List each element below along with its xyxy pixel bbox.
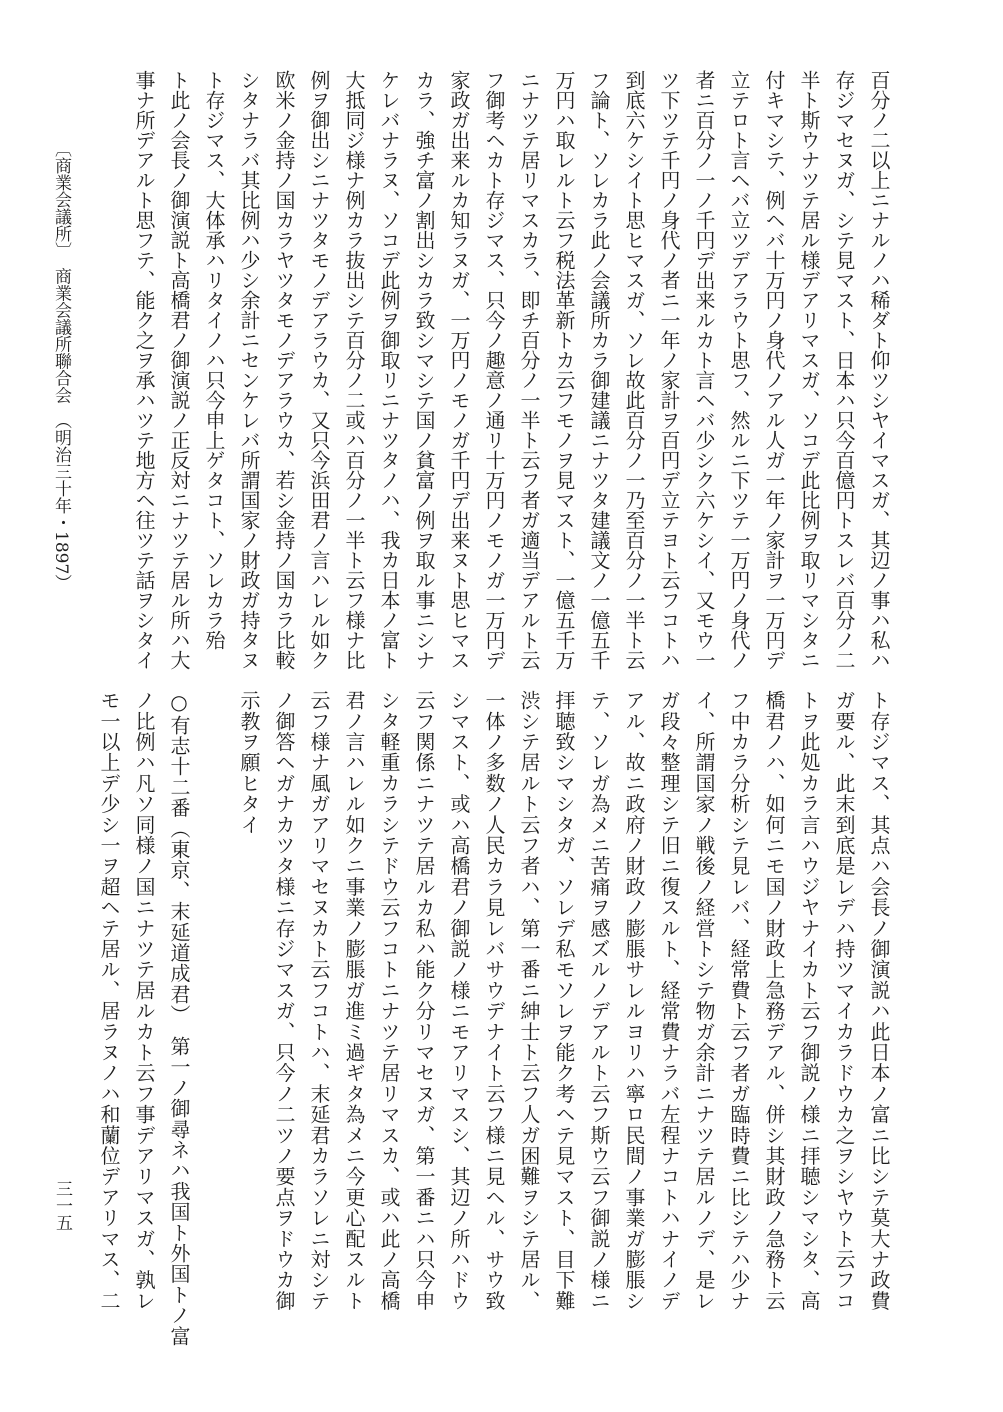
lower-column-18: ノ御答ヘガナカツタ様ニ存ジマスガ、只今ノ二ツノ要点ヲドウカ御 <box>272 690 296 1311</box>
lower-column-11: 渋シテ居ルト云フ者ハ、第一番ニ紳士ト云フ人ガ困難ヲシテ居ル、 <box>517 690 541 1311</box>
lower-column-4: 橋君ノハ、如何ニモ国ノ財政上急務デアル、併シ其財政ノ急務ト云 <box>762 690 786 1311</box>
upper-column-20: ト存ジマス、大体承ハリタイノハ只今申上ゲタコト、ソレカラ殆 <box>202 70 226 650</box>
upper-column-2: 存ジマセヌガ、シテ見マスト、日本ハ只今百億円トスレバ百分ノ二 <box>832 70 856 670</box>
upper-column-19: シタナラバ其比例ハ少シ余計ニセンケレバ所謂国家ノ財政ガ持タヌ <box>237 70 261 670</box>
running-head-spacer <box>51 404 71 421</box>
lower-column-2: ガ要ル、此末到底是レデハ持ツマイカラドウカ之ヲシヤウト云フコ <box>832 690 856 1311</box>
upper-column-14: カラ、強チ富ノ割出シカラ致シマシテ国ノ貧富ノ例ヲ取ル事ニシナ <box>412 70 436 670</box>
upper-column-4: 付キマシテ、例ヘバ十万円ノ身代ノアル人ガ一年ノ家計ヲ一万円デ <box>762 70 786 670</box>
lower-column-9: テ、ソレガ為メニ苦痛ヲ感ズルノデアルト云フ斯ウ云フ御説ノ様ニ <box>587 690 611 1312</box>
page-number: 三一五 <box>52 1180 72 1231</box>
lower-column-5: フ中カラ分析シテ見レバ、経常費ト云フ者ガ臨時費ニ比シテハ少ナ <box>727 690 751 1311</box>
upper-column-12: フ御考ヘカト存ジマス、只今ノ趣意ノ通リ十万円ノモノガ一万円デ <box>482 70 506 670</box>
lower-column-3: トヲ此処カラ言ハウジヤナイカト云フ御説ノ様ニ拝聴シマシタ、高 <box>797 690 821 1311</box>
upper-column-1: 百分ノ二以上ニナルノハ稀ダト仰ツシヤイマスガ、其辺ノ事ハ私ハ <box>867 70 891 670</box>
lower-column-10: 拝聴致シマシタガ、ソレデ私モソレヲ能ク考ヘテ見マスト、目下難 <box>552 690 576 1311</box>
lower-column-6: イ、所謂国家ノ戦後ノ経営トシテ物ガ余計ニナツテ居ルノデ、是レ <box>692 690 716 1311</box>
upper-column-9: フ論ト、ソレカラ此ノ会議所カラ御建議ニナツタ建議文ノ一億五千 <box>587 70 611 670</box>
upper-column-13: 家政ガ出来ルカ知ラヌガ、一万円ノモノガ千円デ出来ヌト思ヒマス <box>447 70 471 670</box>
lower-column-12: 一体ノ多数ノ人民カラ見レバサウデナイト云フ様ニ見ヘル、サウ致 <box>482 690 506 1311</box>
lower-column-7: ガ段々整理シテ旧ニ復スルト、経常費ナラバ左程ナコトハナイノデ <box>657 690 681 1311</box>
lower-column-14: 云フ関係ニナツテ居ルカ私ハ能ク分リマセヌガ、第一番ニハ只今申 <box>412 690 436 1311</box>
upper-column-7: ツ下ツテ千円ノ身代ノ者ニ一年ノ家計ヲ百円デ立テヨト云フコトハ <box>657 70 681 670</box>
lower-column-8: アル、故ニ政府ノ財政ノ膨脹サレルヨリハ寧ロ民間ノ事業ガ膨脹シ <box>622 690 646 1311</box>
upper-column-3: 半ト斯ウナツテ居ル様デアリマスガ、ソコデ此比例ヲ取リマシタニ <box>797 70 821 670</box>
upper-column-10: 万円ハ取レルト云フ税法革新トカ云フモノヲ見マスト、一億五千万 <box>552 70 576 670</box>
running-head <box>50 140 72 610</box>
upper-column-5: 立テロト言ヘバ立ツデアラウト思フ、然ルニ下ツテ一万円ノ身代ノ <box>727 70 751 670</box>
upper-column-16: 大抵同ジ様ナ例カラ抜出シテ百分ノ二或ハ百分ノ一半ト云フ様ナ比 <box>342 70 366 670</box>
running-head-spacer <box>51 251 71 268</box>
lower-column-23: モ一以上デ少シ一ヲ超ヘテ居ル、居ラヌノハ和蘭位デアリマス、二 <box>97 690 121 1311</box>
lower-column-15: シタ軽重カラシテドウ云フコトニナツテ居リマスカ、或ハ此ノ高橋 <box>377 690 401 1311</box>
upper-column-18: 欧米ノ金持ノ国カラヤツタモノデアラウカ、若シ金持ノ国カラ比較 <box>272 70 296 670</box>
lower-column-16: 君ノ言ハレル如クニ事業ノ膨脹ガ進ミ過ギタ為メニ今更心配スルト <box>342 690 366 1311</box>
lower-column-17: 云フ様ナ風ガアリマセヌカト云フコトハ、末延君カラソレニ対シテ <box>307 690 331 1311</box>
running-head-date: （明治三十年・1897） <box>51 420 71 592</box>
upper-column-22: 事ナ所デアルト思フテ、能ク之ヲ承ハツテ地方ヘ往ツテ話ヲシタイ <box>132 70 156 670</box>
running-head-title: 商業会議所聯合会 <box>51 267 71 404</box>
upper-column-15: ケレバナラヌ、ソコデ此例ヲ御取リニナツタノハ、我カ日本ノ富ト <box>377 70 401 670</box>
lower-column-19: 示教ヲ願ヒタイ <box>237 690 261 835</box>
lower-column-22: ノ比例ハ凡ソ同様ノ国ニナツテ居ルカト云フ事デアリマスガ、孰レ <box>132 690 156 1311</box>
lower-column-21: ○有志十二番（東京、末延道成君） 第一ノ御尋ネハ我国ト外国トノ富 <box>167 690 191 1347</box>
upper-column-8: 到底六ケシイト思ヒマスガ、ソレ故此百分ノ一乃至百分ノ一半ト云 <box>622 70 646 670</box>
lower-column-1: ト存ジマス、其点ハ会長ノ御演説ハ此日本ノ富ニ比シテ莫大ナ政費 <box>867 690 891 1311</box>
lower-column-13: シマスト、或ハ高橋君ノ御説ノ様ニモアリマスシ、其辺ノ所ハドウ <box>447 690 471 1311</box>
upper-column-6: 者ニ百分ノ一ノ千円デ出来ルカト言ヘバ少シク六ケシイ、又モウ一 <box>692 70 716 670</box>
upper-column-21: ト此ノ会長ノ御演説ト高橋君ノ御演説ノ正反対ニナツテ居ル所ハ大 <box>167 70 191 670</box>
running-head-source: 〔商業会議所〕 <box>51 140 71 251</box>
upper-column-17: 例ヲ御出シニナツタモノデアラウカ、又只今浜田君ノ言ハレル如ク <box>307 70 331 670</box>
upper-column-11: ニナツテ居リマスカラ、即チ百分ノ一半ト云フ者ガ適当デアルト云 <box>517 70 541 670</box>
